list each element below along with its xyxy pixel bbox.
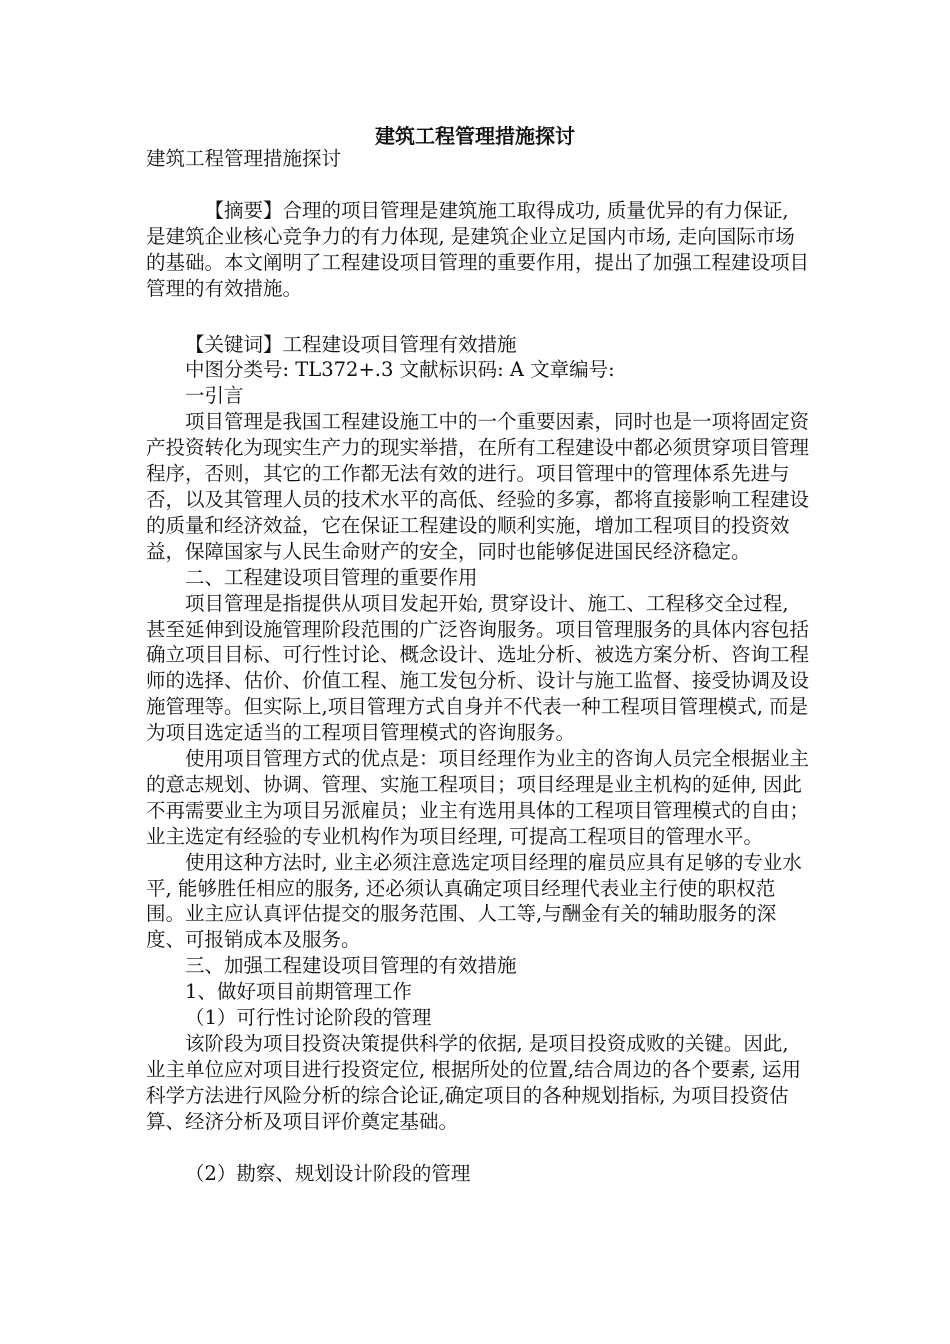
document-body [146,146,814,1187]
section2-paragraph-3: 使用这种方法时, 业主必须注意选定项目经理的雇员应具有足够的专业水平, 能够胜任相应的服务, 还必须认真确定项目经理代表业主行使的职权范围。业主应认真评估提交的服务范围、人工等,与酬金有关的辅助服务的深度、可报销成本及服务。 [146,850,802,952]
keywords-line: 【关键词】工程建设项目管理有效措施 [185,332,517,356]
document-subtitle: 建筑工程管理措施探讨 [146,147,342,170]
section3-subheading-1-2: （2）勘察、规划设计阶段的管理 [185,1161,471,1185]
section2-paragraph-2: 使用项目管理方式的优点是：项目经理作为业主的咨询人员完全根据业主的意志规划、协调、管理、实施工程项目；项目经理是业主机构的延伸, 因此不再需要业主为项目另派雇员；业主有选用具体的工程项目管理模式的自由；业主选定有经验的专业机构作为项目经理, 可提高工程项目的管理水平。 [146,747,810,848]
section3-subheading-1-1: （1）可行性讨论阶段的管理 [185,1006,432,1030]
classification-line: 中图分类号: TL372+.3 文献标识码: A 文章编号: [185,358,615,382]
section2-paragraph-1: 项目管理是指提供从项目发起开始, 贯穿设计、施工、工程移交全过程, 甚至延伸到设施管理阶段范围的广泛咨询服务。项目管理服务的具体内容包括确立项目目标、可行性讨论、概念设计、选址分析、被选方案分析、咨询工程师的选择、估价、价值工程、施工发包分析、设计与施工监督、接受协调及设施管理等。但实际上,项目管理方式自身并不代表一种工程项目管理模式, 而是为项目选定适当的工程项目管理模式的咨询服务。 [146,591,810,745]
document-title: 建筑工程管理措施探讨 [375,124,575,148]
section1-paragraph: 项目管理是我国工程建设施工中的一个重要因素，同时也是一项将固定资产投资转化为现实生产力的现实举措，在所有工程建设中都必须贯穿项目管理程序，否则，其它的工作都无法有效的进行。项目管理中的管理体系先进与否，以及其管理人员的技术水平的高低、经验的多寡，都将直接影响工程建设的质量和经济效益，它在保证工程建设的顺利实施，增加工程项目的投资效益，保障国家与人民生命财产的安全，同时也能够促进国民经济稳定。 [146,410,810,563]
section3-paragraph-1: 该阶段为项目投资决策提供科学的依据, 是项目投资成败的关键。因此, 业主单位应对项目进行投资定位, 根据所处的位置,结合周边的各个要素, 运用科学方法进行风险分析的综合论证,确定项目的各种规划指标, 为项目投资估算、经济分析及项目评价奠定基础。 [146,1032,801,1133]
section3-heading: 三、加强工程建设项目管理的有效措施 [185,954,517,978]
section2-heading: 二、工程建设项目管理的重要作用 [185,565,478,589]
section3-subheading-1: 1、做好项目前期管理工作 [185,980,412,1004]
abstract-paragraph: 【摘要】合理的项目管理是建筑施工取得成功, 质量优异的有力保证, 是建筑企业核心竞争力的有力体现, 是建筑企业立足国内市场, 走向国际市场的基础。本文阐明了工程建设项目管理的重要作用，提出了加强工程建设项目管理的有效措施。 [146,198,810,300]
section1-heading: 一引言 [185,384,244,408]
